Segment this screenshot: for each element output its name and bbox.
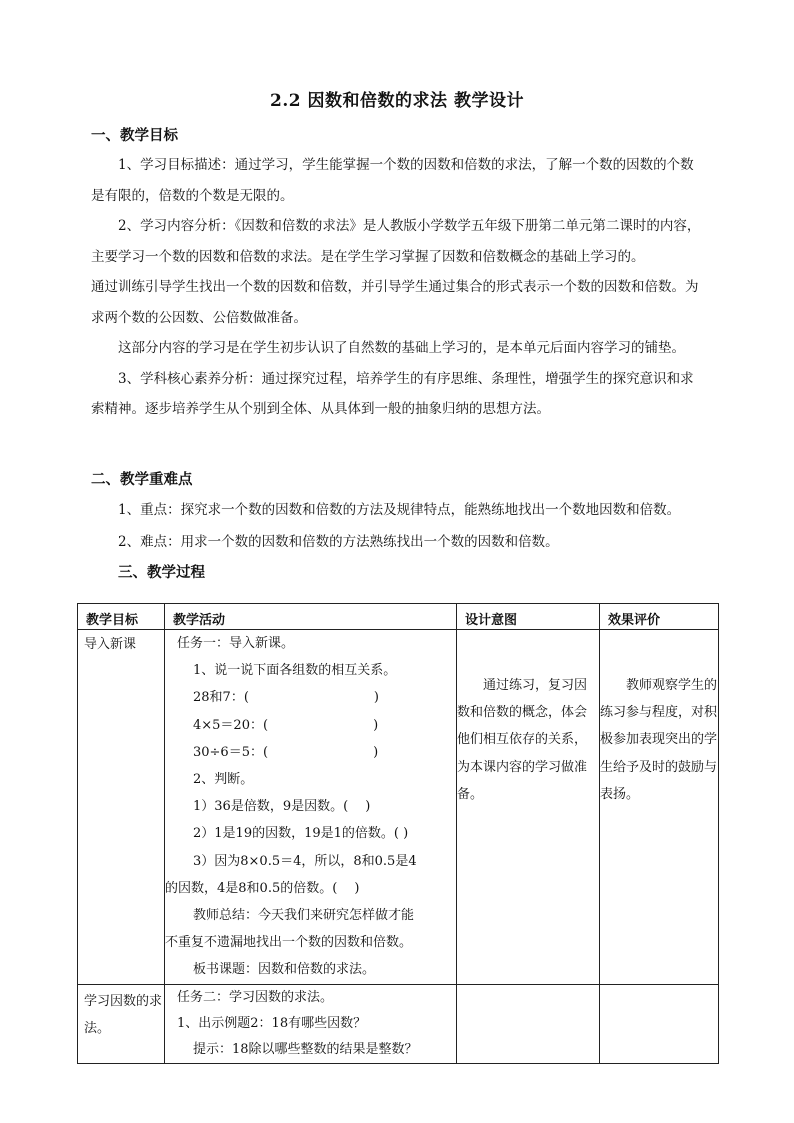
activity-line: 任务一：导入新课。: [177, 636, 295, 651]
row1-goal: 导入新课: [78, 630, 165, 985]
activity-line: 3）因为8×0.5＝4，所以，8和0.5是4: [193, 853, 417, 869]
lesson-plan-table: [77, 603, 719, 1064]
activity-line: 1、说一说下面各组数的相互关系。: [193, 663, 397, 679]
goals-body: [91, 150, 703, 425]
activity-line: 2、判断。: [193, 772, 254, 788]
header-evaluation: 效果评价: [600, 604, 719, 630]
row2-activity: [165, 985, 457, 1064]
row1-evaluation: 教师观察学生的练习参与程度，对积极参加表现突出的学生给予及时的鼓励与表扬。: [600, 630, 719, 985]
row2-goal: 学习因数的求法。: [78, 985, 165, 1064]
activity-line: 1）36是倍数，9是因数。( ): [193, 799, 371, 815]
section-heading-keypoints: 二、教学重难点: [91, 471, 193, 488]
activity-line: 不重复不遗漏地找出一个数的因数和倍数。: [165, 935, 413, 951]
goals-paragraph-4: 这部分内容的学习是在学生初步认识了自然数的基础上学习的，是本单元后面内容学习的铺垫。: [118, 340, 685, 356]
page-title: 2.2 因数和倍数的求法 教学设计: [270, 91, 524, 111]
header-goal: 教学目标: [78, 604, 165, 630]
keypoint-2: 2、难点：用求一个数的因数和倍数的方法熟练找出一个数的因数和倍数。: [118, 534, 559, 550]
activity-line: 28和7：( ): [193, 690, 379, 706]
row1-intent: 通过练习，复习因数和倍数的概念，体会他们相互依存的关系，为本课内容的学习做准备。: [457, 630, 600, 985]
table-row: [78, 630, 719, 985]
activity-line: 提示：18除以哪些整数的结果是整数？: [193, 1042, 418, 1057]
row2-intent: [457, 985, 600, 1064]
activity-line: 4×5＝20：( ): [193, 717, 379, 733]
activity-line: 的因数，4是8和0.5的倍数。( ): [165, 880, 360, 896]
row2-evaluation: [600, 985, 719, 1064]
header-activity: 教学活动: [165, 604, 457, 630]
activity-line: 任务二：学习因数的求法。: [177, 990, 334, 1005]
table-row: [78, 985, 719, 1064]
activity-line: 30÷6＝5：( ): [193, 744, 379, 760]
row1-activity: [165, 630, 457, 985]
goals-paragraph-5: 3、学科核心素养分析：通过探究过程，培养学生的有序思维、条理性，增强学生的探究意识和求索精神。逐步培养学生从个别到全体、从具体到一般的抽象归纳的思想方法。: [91, 370, 694, 417]
activity-line: 2）1是19的因数，19是1的倍数。( ): [193, 826, 409, 842]
activity-line: 教师总结：今天我们来研究怎样做才能: [193, 908, 415, 924]
goals-paragraph-3: 通过训练引导学生找出一个数的因数和倍数，并引导学生通过集合的形式表示一个数的因数和倍数。为求两个数的公因数、公倍数做准备。: [91, 279, 699, 326]
section-heading-goals: 一、教学目标: [91, 127, 178, 144]
keypoint-1: 1、重点：探究求一个数的因数和倍数的方法及规律特点，能熟练地找出一个数地因数和倍数。: [118, 502, 681, 518]
goals-paragraph-1: 1、学习目标描述：通过学习，学生能掌握一个数的因数和倍数的求法，了解一个数的因数的个数是有限的，倍数的个数是无限的。: [91, 157, 694, 204]
table-header-row: [78, 604, 719, 630]
activity-line: 板书课题：因数和倍数的求法。: [193, 962, 376, 978]
activity-line: 1、出示例题2：18有哪些因数？: [177, 1016, 367, 1031]
section-heading-process: 三、教学过程: [118, 564, 205, 581]
header-intent: 设计意图: [457, 604, 600, 630]
goals-paragraph-2: 2、学习内容分析：《因数和倍数的求法》是人教版小学数学五年级下册第二单元第二课时的内容，主要学习一个数的因数和倍数的求法。是在学生学习掌握了因数和倍数概念的基础上学习的。: [91, 218, 701, 265]
